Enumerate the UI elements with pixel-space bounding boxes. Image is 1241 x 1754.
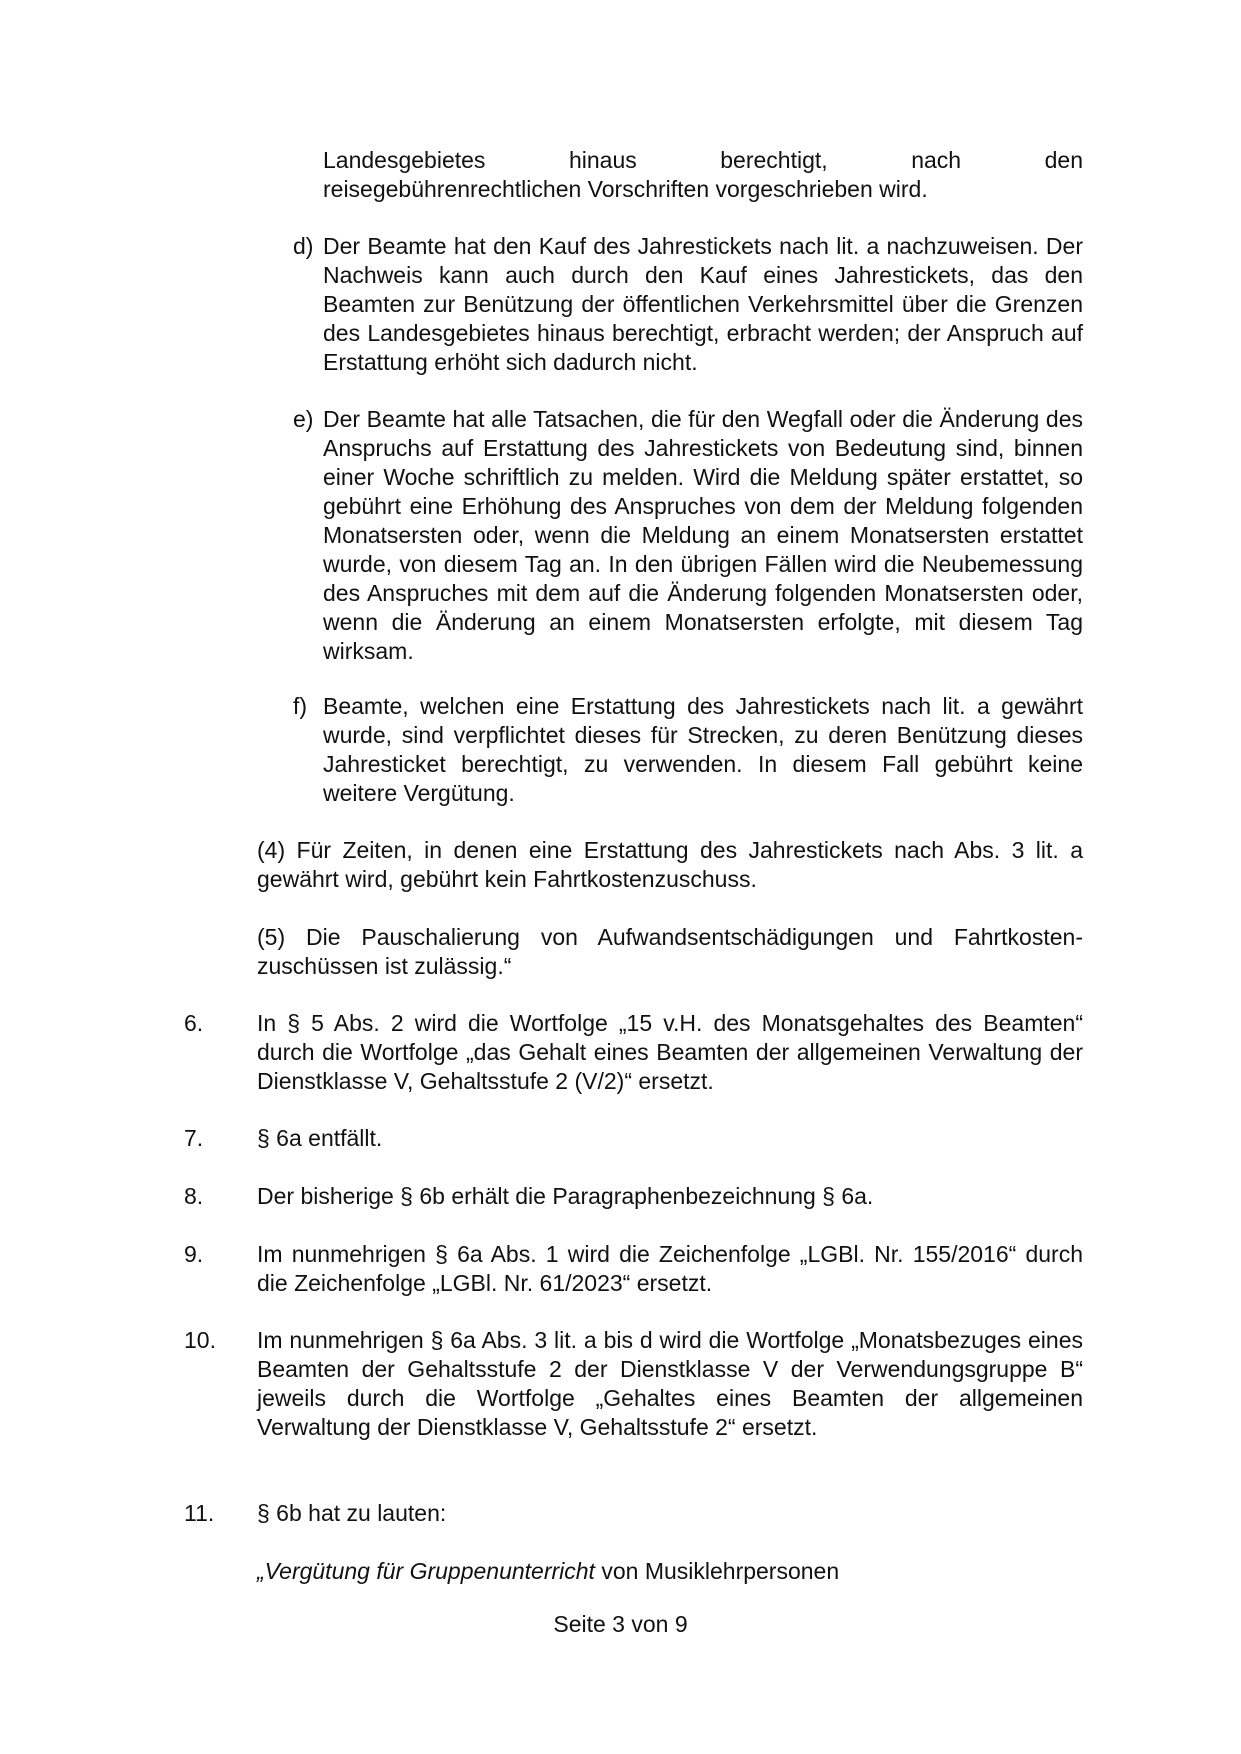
item-7-number: 7. [184,1125,204,1151]
section-heading-normal: von Musiklehrpersonen [594,1558,840,1584]
item-f-label: f) [293,693,308,719]
item-d-label: d) [293,233,314,259]
section-heading [257,1557,1083,1586]
item-10-number: 10. [184,1327,216,1353]
item-6-number: 6. [184,1010,204,1036]
item-7-text: § 6a entfällt. [257,1125,383,1151]
intro-line-2: reisegebührenrechtlichen Vorschriften vorgeschrieben wird. [323,176,928,202]
paragraph-abs-4: (4) Für Zeiten, in denen eine Erstattung des Jahrestickets nach Abs. 3 lit. a gewährt wird, gebührt kein Fahrtkostenzuschuss. [257,837,1083,892]
item-6-text: In § 5 Abs. 2 wird die Wortfolge „15 v.H. des Monatsgehaltes des Beamten“ durch die Wortfolge „das Gehalt eines Beamten der allgemeinen Verwaltung der Dienstklasse V, Gehaltsstufe 2 (V/2)“ ersetzt. [257,1010,1083,1094]
item-e-text: Der Beamte hat alle Tatsachen, die für den Wegfall oder die Änderung des Anspruchs auf Erstattung des Jahrestickets von Bedeutung sind, binnen einer Woche schriftlich zu melden. Wird die Meldung später erstattet, so gebührt eine Erhöhung des Anspruches von dem der Meldung folgenden Monatsersten oder, wenn die Meldung an einem Monatsersten erstattet wurde, von diesem Tag an. In den übrigen Fällen wird die Neubemessung des Anspruches mit dem auf die Änderung folgenden Monatsersten oder, wenn die Änderung an einem Monatsersten erfolgte, mit diesem Tag wirksam. [323,406,1083,664]
page-footer: Seite 3 von 9 [553,1611,688,1637]
item-d-text: Der Beamte hat den Kauf des Jahrestickets nach lit. a nachzuweisen. Der Nachweis kann auch durch den Kauf eines Jahrestickets, das den Beamten zur Benützung der öffentlichen Verkehrsmittel über die Grenzen des Landesgebietes hinaus berechtigt, erbracht werden; der Anspruch auf Erstattung erhöht sich dadurch nicht. [323,233,1083,375]
item-e-label: e) [293,406,314,432]
item-10-text: Im nunmehrigen § 6a Abs. 3 lit. a bis d wird die Wortfolge „Monatsbezuges eines Beamten der Gehaltsstufe 2 der Dienstklasse V der Verwendungsgruppe B“ jeweils durch die Wortfolge „Gehaltes eines Beamten der allgemeinen Verwaltung der Dienstklasse V, Gehaltsstufe 2“ ersetzt. [257,1327,1083,1440]
item-9-number: 9. [184,1241,204,1267]
item-8-number: 8. [184,1183,204,1209]
section-heading-italic: „Vergütung für Gruppenunterricht [257,1558,595,1584]
intro-line-1: Landesgebietes hinaus berechtigt, nach den [323,147,1083,173]
item-8-text: Der bisherige § 6b erhält die Paragraphenbezeichnung § 6a. [257,1183,874,1209]
item-11-text: § 6b hat zu lauten: [257,1500,447,1526]
item-9-text: Im nunmehrigen § 6a Abs. 1 wird die Zeichenfolge „LGBl. Nr. 155/2016“ durch die Zeichenfolge „LGBl. Nr. 61/2023“ ersetzt. [257,1241,1083,1296]
item-11-number: 11. [184,1500,215,1526]
item-f-text: Beamte, welchen eine Erstattung des Jahrestickets nach lit. a gewährt wurde, sind verpflichtet dieses für Strecken, zu deren Benützung dieses Jahresticket berechtigt, zu verwenden. In diesem Fall gebührt keine weitere Vergütung. [323,693,1083,806]
paragraph-abs-5: (5) Die Pauschalierung von Aufwandsentschädigungen und Fahrtkostenzuschüssen ist zulässig.“ [257,924,1083,979]
